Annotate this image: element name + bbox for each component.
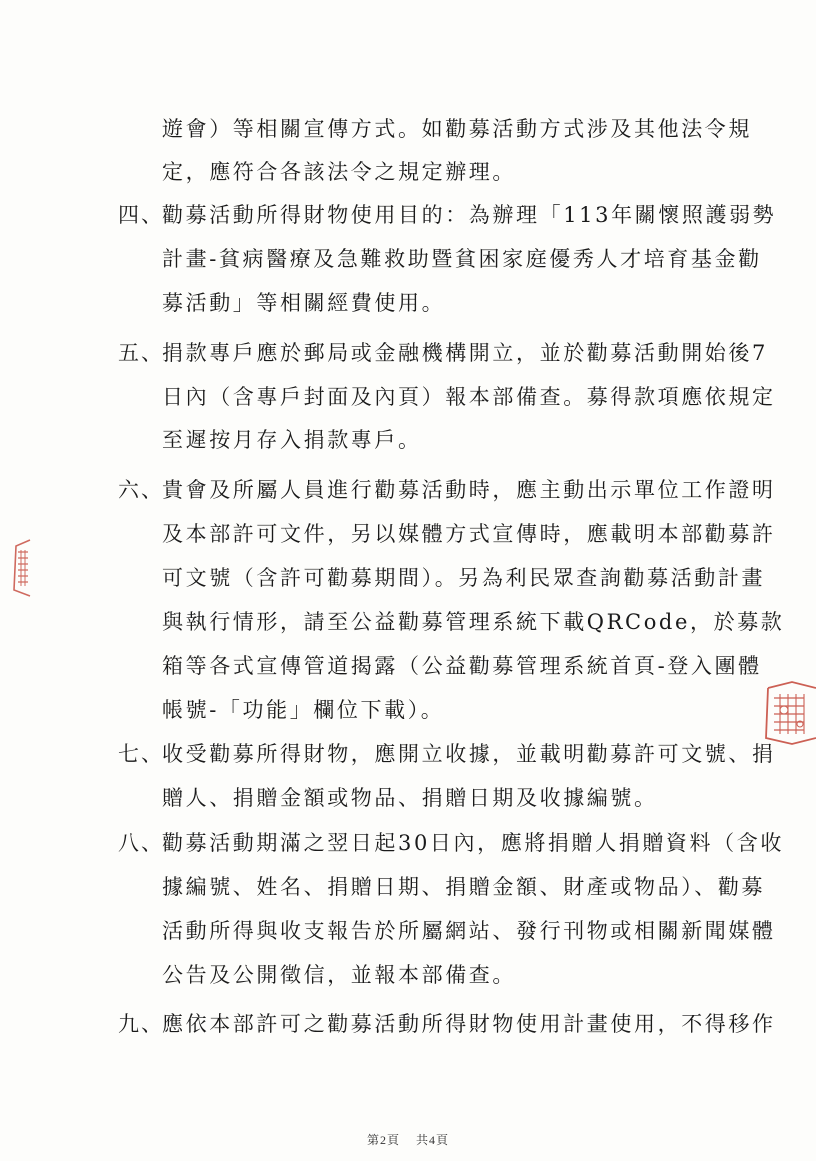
text-line: 計畫-貧病醫療及急難救助暨貧困家庭優秀人才培育基金勸 — [162, 247, 762, 271]
text-line: 帳號-「功能」欄位下載）。 — [162, 698, 445, 722]
text-line: 募活動」等相關經費使用。 — [162, 291, 446, 315]
text-line: 勸募活動所得財物使用目的：為辦理「113年關懷照護弱勢 — [162, 203, 777, 227]
text-line: 貴會及所屬人員進行勸募活動時，應主動出示單位工作證明 — [162, 478, 776, 502]
page-footer — [0, 1131, 816, 1148]
text-line: 勸募活動期滿之翌日起30日內，應將捐贈人捐贈資料（含收 — [162, 831, 784, 855]
text-line: 收受勸募所得財物，應開立收據，並載明勸募許可文號、捐 — [162, 742, 776, 766]
text-line: 公告及公開徵信，並報本部備查。 — [162, 963, 516, 987]
text-line: 定，應符合各該法令之規定辦理。 — [162, 160, 516, 184]
text-line: 捐款專戶應於郵局或金融機構開立，並於勸募活動開始後7 — [162, 341, 768, 365]
text-line: 及本部許可文件，另以媒體方式宣傳時，應載明本部勸募許 — [162, 522, 776, 546]
item-number-seven: 七、 — [118, 742, 164, 766]
left-seal-stamp — [10, 536, 34, 600]
text-line: 贈人、捐贈金額或物品、捐贈日期及收據編號。 — [162, 786, 658, 810]
text-line: 應依本部許可之勸募活動所得財物使用計畫使用，不得移作 — [162, 1012, 776, 1036]
text-line: 日內（含專戶封面及內頁）報本部備查。募得款項應依規定 — [162, 385, 776, 409]
text-line: 據編號、姓名、捐贈日期、捐贈金額、財產或物品）、勸募 — [162, 875, 766, 899]
item-number-six: 六、 — [118, 478, 164, 502]
text-line: 箱等各式宣傳管道揭露（公益勸募管理系統首頁-登入團體 — [162, 654, 762, 678]
text-line: 可文號（含許可勸募期間）。另為利民眾查詢勸募活動計畫 — [162, 566, 766, 590]
item-number-five: 五、 — [118, 341, 164, 365]
text-line: 遊會）等相關宣傳方式。如勸募活動方式涉及其他法令規 — [162, 117, 752, 141]
right-seal-stamp — [762, 678, 816, 748]
text-line: 活動所得與收支報告於所屬網站、發行刊物或相關新聞媒體 — [162, 919, 776, 943]
item-number-four: 四、 — [118, 203, 164, 227]
page-total: 共4頁 — [416, 1133, 450, 1147]
item-number-nine: 九、 — [118, 1012, 164, 1036]
text-line: 與執行情形，請至公益勸募管理系統下載QRCode，於募款 — [162, 610, 785, 634]
page-number: 第2頁 — [366, 1133, 400, 1147]
text-line: 至遲按月存入捐款專戶。 — [162, 428, 422, 452]
item-number-eight: 八、 — [118, 831, 164, 855]
